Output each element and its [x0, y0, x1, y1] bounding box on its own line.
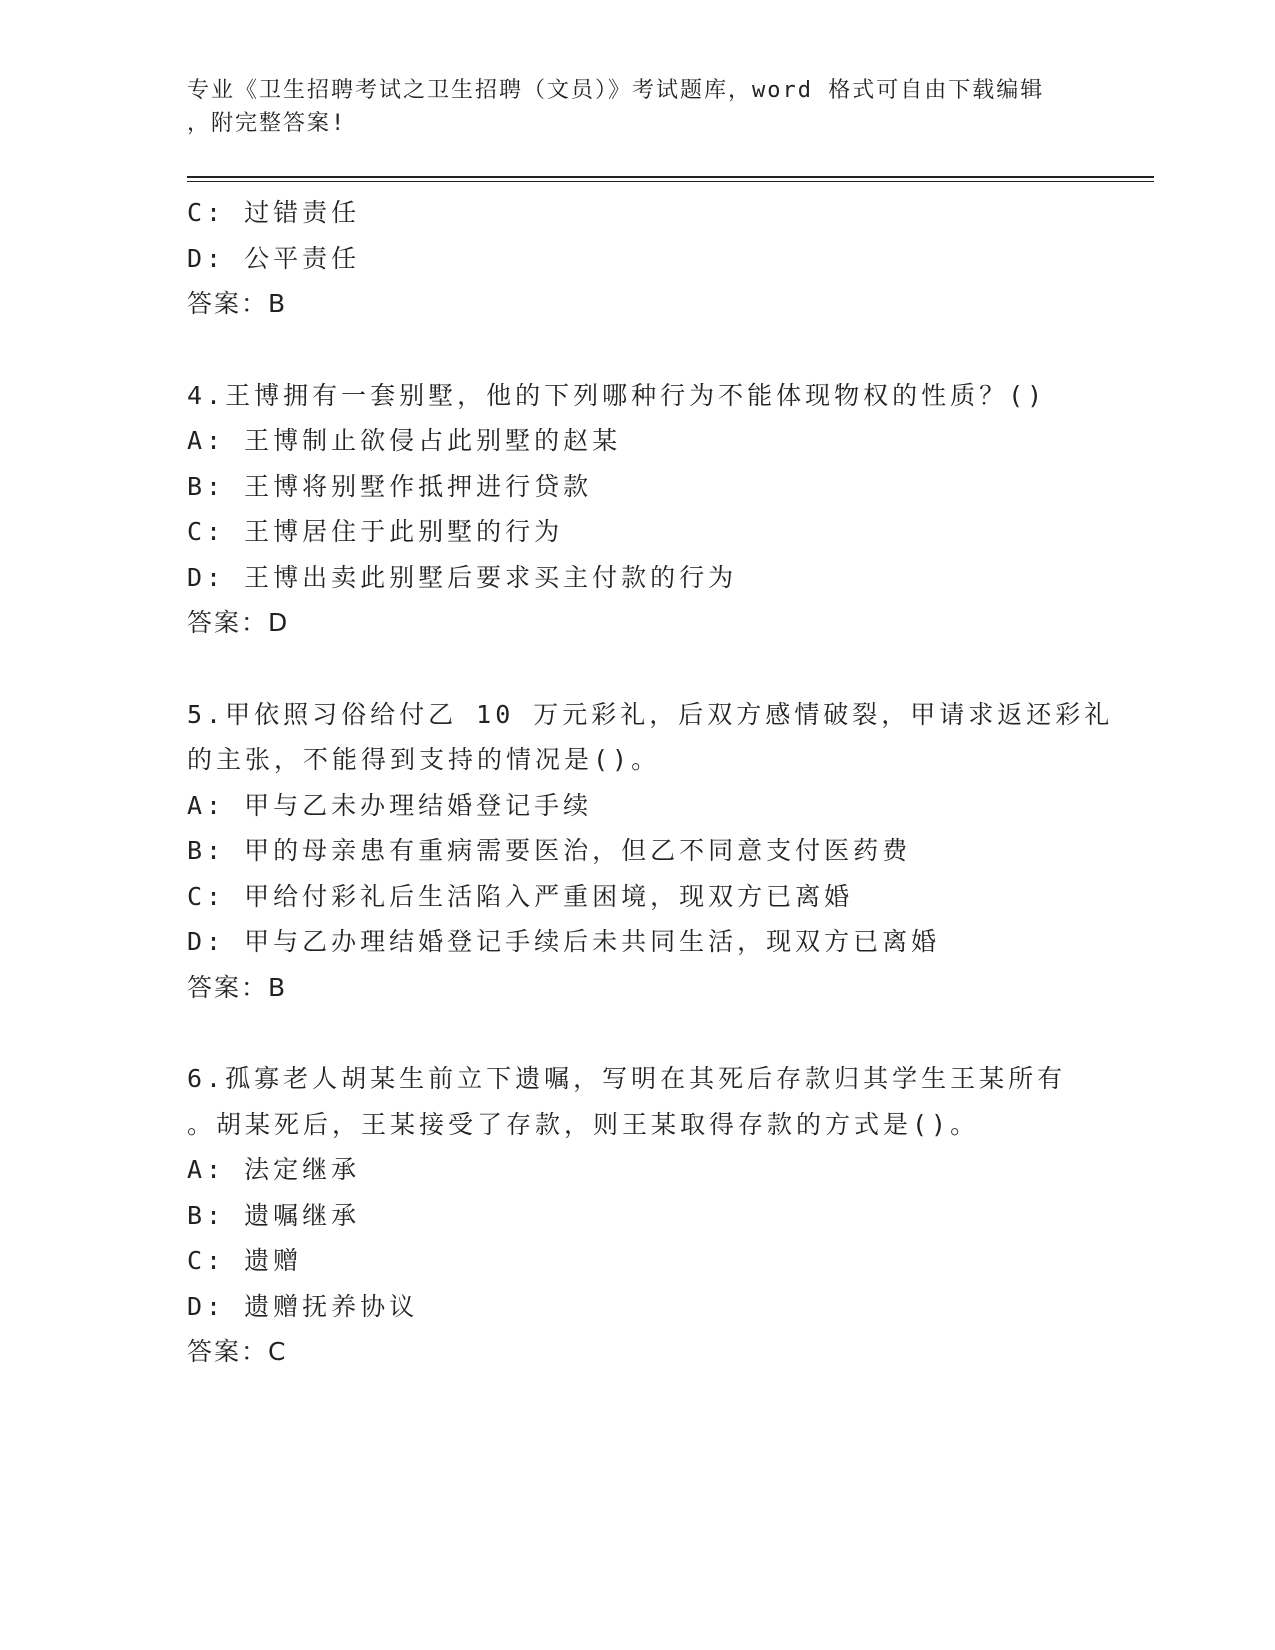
question-block-4 [187, 373, 1087, 646]
answer-line: 答案：C [187, 1337, 288, 1366]
option-c: C: 甲给付彩礼后生活陷入严重困境，现双方已离婚 [187, 881, 854, 911]
question-stem: 6.孤寡老人胡某生前立下遗嘱，写明在其死后存款归其学生王某所有 [187, 1064, 1067, 1093]
page-header [187, 74, 1067, 140]
question-stem-continued: 。胡某死后，王某接受了存款，则王某取得存款的方式是()。 [187, 1109, 980, 1139]
option-b: B: 甲的母亲患有重病需要医治，但乙不同意支付医药费 [187, 836, 912, 865]
option-d: D: 甲与乙办理结婚登记手续后未共同生活，现双方已离婚 [187, 927, 941, 956]
header-divider-thick [187, 176, 1154, 178]
option-b: B: 王博将别墅作抵押进行贷款 [187, 471, 593, 501]
option-b: B: 遗嘱继承 [187, 1200, 361, 1230]
spacer [187, 327, 1087, 373]
question-block-5 [187, 692, 1114, 1011]
answer-line: 答案：B [187, 972, 288, 1002]
option-c: C: 遗赠 [187, 1246, 303, 1275]
header-line-2: ，附完整答案! [187, 111, 347, 136]
option-c: C: 王博居住于此别墅的行为 [187, 517, 564, 546]
option-d: D: 王博出卖此别墅后要求买主付款的行为 [187, 562, 738, 592]
option-a: A: 甲与乙未办理结婚登记手续 [187, 790, 593, 820]
question-stem-continued: 的主张，不能得到支持的情况是()。 [187, 745, 661, 774]
option-d: D: 遗赠抚养协议 [187, 1291, 419, 1321]
question-stem: 4.王博拥有一套别墅，他的下列哪种行为不能体现物权的性质？() [187, 380, 1047, 410]
header-divider-thin [187, 181, 1154, 182]
option-a: A: 法定继承 [187, 1155, 361, 1184]
spacer [187, 646, 1087, 692]
question-block-continued [187, 190, 1087, 327]
answer-line: 答案：D [187, 608, 290, 637]
question-block-6 [187, 1056, 1087, 1375]
question-stem: 5.甲依照习俗给付乙 10 万元彩礼，后双方感情破裂，甲请求返还彩礼 [187, 699, 1114, 729]
option-a: A: 王博制止欲侵占此别墅的赵某 [187, 426, 622, 455]
option-d: D: 公平责任 [187, 243, 361, 273]
option-c: C: 过错责任 [187, 198, 361, 227]
header-line-1: 专业《卫生招聘考试之卫生招聘（文员）》考试题库，word 格式可自由下载编辑 [187, 78, 1045, 103]
spacer [187, 1010, 1087, 1056]
question-list [187, 190, 1114, 1375]
answer-line: 答案：B [187, 289, 288, 318]
